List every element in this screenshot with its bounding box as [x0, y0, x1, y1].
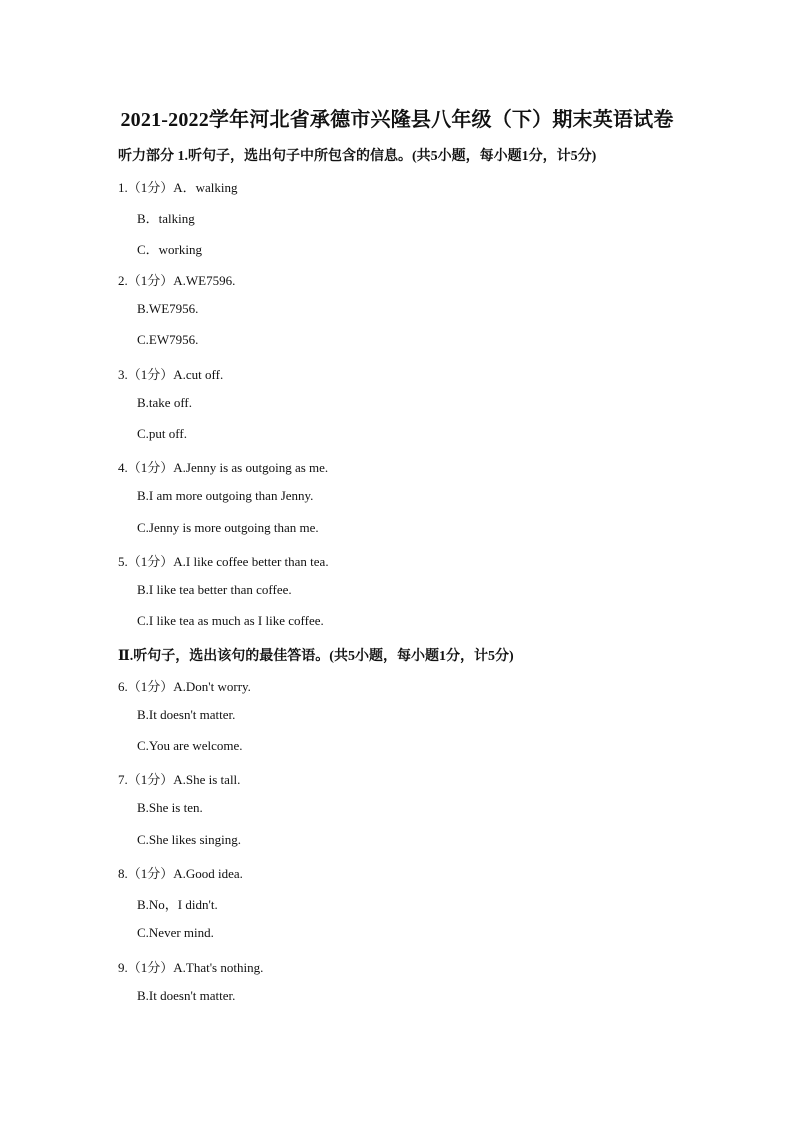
question-7: 7.（1分）A.She is tall. [118, 772, 241, 787]
question-3: 3.（1分）A.cut off. [118, 367, 224, 382]
question-1-option-c: C．working [137, 242, 203, 257]
question-3-option-b: B.take off. [137, 395, 192, 410]
question-1: 1.（1分）A．walking [118, 180, 238, 195]
question-6-option-c: C.You are welcome. [137, 738, 243, 753]
question-5: 5.（1分）A.I like coffee better than tea. [118, 554, 329, 569]
question-8: 8.（1分）A.Good idea. [118, 866, 243, 881]
question-5-option-c: C.I like tea as much as I like coffee. [137, 613, 324, 628]
question-2: 2.（1分）A.WE7596. [118, 273, 236, 288]
question-5-option-b: B.I like tea better than coffee. [137, 582, 292, 597]
question-6-option-b: B.It doesn't matter. [137, 707, 236, 722]
question-2-option-b: B.WE7956. [137, 301, 199, 316]
question-8-option-b: B.No，I didn't. [137, 897, 218, 912]
question-4: 4.（1分）A.Jenny is as outgoing as me. [118, 460, 329, 475]
question-6: 6.（1分）A.Don't worry. [118, 679, 251, 694]
question-7-option-c: C.She likes singing. [137, 832, 242, 847]
question-4-option-c: C.Jenny is more outgoing than me. [137, 520, 319, 535]
question-8-option-c: C.Never mind. [137, 925, 214, 940]
question-9-option-b: B.It doesn't matter. [137, 988, 236, 1003]
question-1-option-b: B．talking [137, 211, 195, 226]
exam-title: 2021-2022学年河北省承德市兴隆县八年级（下）期末英语试卷 [120, 109, 674, 131]
question-4-option-b: B.I am more outgoing than Jenny. [137, 488, 314, 503]
question-3-option-c: C.put off. [137, 426, 187, 441]
question-7-option-b: B.She is ten. [137, 800, 203, 815]
question-2-option-c: C.EW7956. [137, 332, 199, 347]
section-heading-1: 听力部分 1.听句子，选出句子中所包含的信息。(共5小题，每小题1分，计5分) [118, 149, 597, 164]
question-9: 9.（1分）A.That's nothing. [118, 960, 264, 975]
section-heading-2: Ⅱ.听句子，选出该句的最佳答语。(共5小题，每小题1分，计5分) [118, 649, 514, 664]
